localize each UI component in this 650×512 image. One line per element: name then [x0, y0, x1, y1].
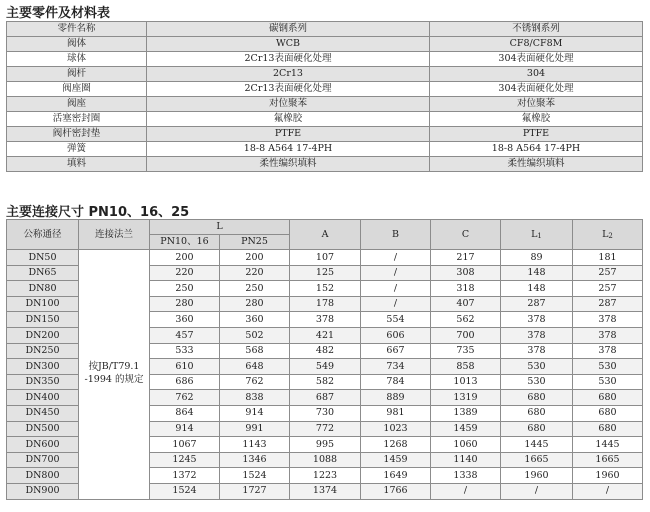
L1-cell: 1665 [501, 452, 573, 468]
C-cell: 1140 [431, 452, 501, 468]
C-cell: 700 [431, 327, 501, 343]
L-pn25-cell: 1727 [220, 483, 290, 499]
dimensions-table [6, 219, 643, 500]
carbon-steel-cell: WCB [147, 37, 430, 52]
nominal-diameter-cell: DN50 [7, 250, 79, 266]
L-pn25-cell: 280 [220, 296, 290, 312]
L-pn10-16-cell: 762 [150, 390, 220, 406]
L2-cell: 1445 [573, 437, 643, 453]
nominal-diameter-cell: DN80 [7, 281, 79, 297]
header-part-name: 零件名称 [7, 22, 147, 37]
dimensions-table-title: 主要连接尺寸 PN10、16、25 [6, 205, 190, 220]
L-pn25-cell: 200 [220, 250, 290, 266]
L1-cell: 530 [501, 374, 573, 390]
stainless-steel-cell: 304表面硬化处理 [430, 52, 643, 67]
A-cell: 582 [290, 374, 361, 390]
L2-cell: 680 [573, 390, 643, 406]
nominal-diameter-cell: DN600 [7, 437, 79, 453]
part-name-cell: 阀杆密封垫 [7, 127, 147, 142]
A-cell: 995 [290, 437, 361, 453]
C-cell: 735 [431, 343, 501, 359]
part-name-cell: 弹簧 [7, 142, 147, 157]
L-pn10-16-cell: 457 [150, 327, 220, 343]
L1-cell: 378 [501, 343, 573, 359]
L1-cell: 680 [501, 405, 573, 421]
A-cell: 730 [290, 405, 361, 421]
L2-cell: 680 [573, 421, 643, 437]
B-cell: / [361, 281, 431, 297]
nominal-diameter-cell: DN500 [7, 421, 79, 437]
L-pn10-16-cell: 864 [150, 405, 220, 421]
L1-cell: 530 [501, 359, 573, 375]
L1-cell: 89 [501, 250, 573, 266]
materials-table-title: 主要零件及材料表 [6, 6, 111, 21]
L2-cell: 530 [573, 374, 643, 390]
B-cell: 606 [361, 327, 431, 343]
flange-standard-cell: 按JB/T79.1 -1994 的规定 [79, 250, 150, 500]
L1-cell: 148 [501, 281, 573, 297]
L-pn10-16-cell: 1524 [150, 483, 220, 499]
stainless-steel-cell: 氟橡胶 [430, 112, 643, 127]
L-pn25-cell: 991 [220, 421, 290, 437]
L-pn10-16-cell: 914 [150, 421, 220, 437]
B-cell: 1649 [361, 468, 431, 484]
L-pn25-cell: 250 [220, 281, 290, 297]
L-pn10-16-cell: 200 [150, 250, 220, 266]
stainless-steel-cell: 柔性编织填料 [430, 157, 643, 172]
L2-cell: 680 [573, 405, 643, 421]
A-cell: 152 [290, 281, 361, 297]
carbon-steel-cell: 2Cr13表面硬化处理 [147, 52, 430, 67]
L2-cell: 378 [573, 343, 643, 359]
header-L1 [501, 220, 573, 250]
L-pn25-cell: 838 [220, 390, 290, 406]
nominal-diameter-cell: DN100 [7, 296, 79, 312]
stainless-steel-cell: 对位聚苯 [430, 97, 643, 112]
header-L2-subscript: 2 [608, 231, 613, 240]
B-cell: 554 [361, 312, 431, 328]
L1-cell: 680 [501, 390, 573, 406]
table-row [7, 97, 643, 112]
C-cell: 1013 [431, 374, 501, 390]
L-pn25-cell: 220 [220, 265, 290, 281]
stainless-steel-cell: PTFE [430, 127, 643, 142]
C-cell: 1338 [431, 468, 501, 484]
A-cell: 421 [290, 327, 361, 343]
L-pn10-16-cell: 1372 [150, 468, 220, 484]
L2-cell: 287 [573, 296, 643, 312]
B-cell: 981 [361, 405, 431, 421]
table-row [7, 112, 643, 127]
L-pn10-16-cell: 610 [150, 359, 220, 375]
L-pn10-16-cell: 360 [150, 312, 220, 328]
table-row [7, 37, 643, 52]
nominal-diameter-cell: DN65 [7, 265, 79, 281]
L1-cell: / [501, 483, 573, 499]
header-L1-main: L [531, 228, 538, 240]
header-C: C [431, 220, 501, 250]
part-name-cell: 球体 [7, 52, 147, 67]
A-cell: 107 [290, 250, 361, 266]
L-pn25-cell: 1524 [220, 468, 290, 484]
nominal-diameter-cell: DN250 [7, 343, 79, 359]
L2-cell: 378 [573, 327, 643, 343]
dimensions-header-row-1 [7, 220, 643, 235]
nominal-diameter-cell: DN350 [7, 374, 79, 390]
L-pn25-cell: 360 [220, 312, 290, 328]
nominal-diameter-cell: DN700 [7, 452, 79, 468]
L1-cell: 680 [501, 421, 573, 437]
L-pn25-cell: 502 [220, 327, 290, 343]
header-A: A [290, 220, 361, 250]
L2-cell: 530 [573, 359, 643, 375]
L2-cell: 1665 [573, 452, 643, 468]
header-L2 [573, 220, 643, 250]
stainless-steel-cell: 304表面硬化处理 [430, 82, 643, 97]
L2-cell: 257 [573, 265, 643, 281]
A-cell: 125 [290, 265, 361, 281]
header-L: L [150, 220, 290, 235]
B-cell: 1268 [361, 437, 431, 453]
L-pn25-cell: 914 [220, 405, 290, 421]
carbon-steel-cell: 柔性编织填料 [147, 157, 430, 172]
B-cell: 734 [361, 359, 431, 375]
A-cell: 549 [290, 359, 361, 375]
materials-table [6, 21, 643, 172]
header-L2-main: L [602, 228, 609, 240]
part-name-cell: 阀杆 [7, 67, 147, 82]
nominal-diameter-cell: DN200 [7, 327, 79, 343]
carbon-steel-cell: 18-8 A564 17-4PH [147, 142, 430, 157]
table-row [7, 142, 643, 157]
nominal-diameter-cell: DN300 [7, 359, 79, 375]
B-cell: 784 [361, 374, 431, 390]
A-cell: 687 [290, 390, 361, 406]
C-cell: 1319 [431, 390, 501, 406]
table-row [7, 52, 643, 67]
stainless-steel-cell: 304 [430, 67, 643, 82]
L2-cell: 378 [573, 312, 643, 328]
header-nominal-diameter: 公称通径 [7, 220, 79, 250]
table-row [7, 157, 643, 172]
L-pn25-cell: 1346 [220, 452, 290, 468]
L1-cell: 287 [501, 296, 573, 312]
header-L-pn25: PN25 [220, 235, 290, 250]
L2-cell: / [573, 483, 643, 499]
stainless-steel-cell: 18-8 A564 17-4PH [430, 142, 643, 157]
A-cell: 1374 [290, 483, 361, 499]
part-name-cell: 阀座 [7, 97, 147, 112]
L-pn10-16-cell: 1245 [150, 452, 220, 468]
B-cell: 1459 [361, 452, 431, 468]
nominal-diameter-cell: DN800 [7, 468, 79, 484]
nominal-diameter-cell: DN150 [7, 312, 79, 328]
L-pn10-16-cell: 250 [150, 281, 220, 297]
C-cell: 318 [431, 281, 501, 297]
A-cell: 772 [290, 421, 361, 437]
L-pn25-cell: 568 [220, 343, 290, 359]
B-cell: / [361, 250, 431, 266]
part-name-cell: 活塞密封圈 [7, 112, 147, 127]
L-pn10-16-cell: 220 [150, 265, 220, 281]
part-name-cell: 填料 [7, 157, 147, 172]
header-L1-subscript: 1 [537, 231, 542, 240]
B-cell: 889 [361, 390, 431, 406]
table-row [7, 250, 643, 266]
C-cell: 308 [431, 265, 501, 281]
carbon-steel-cell: 2Cr13 [147, 67, 430, 82]
A-cell: 482 [290, 343, 361, 359]
C-cell: 1060 [431, 437, 501, 453]
L1-cell: 1960 [501, 468, 573, 484]
C-cell: 1389 [431, 405, 501, 421]
L-pn10-16-cell: 1067 [150, 437, 220, 453]
A-cell: 378 [290, 312, 361, 328]
header-L-pn10-16: PN10、16 [150, 235, 220, 250]
L1-cell: 378 [501, 327, 573, 343]
C-cell: 1459 [431, 421, 501, 437]
part-name-cell: 阀体 [7, 37, 147, 52]
L1-cell: 1445 [501, 437, 573, 453]
B-cell: 667 [361, 343, 431, 359]
L-pn25-cell: 762 [220, 374, 290, 390]
header-connection-flange: 连接法兰 [79, 220, 150, 250]
A-cell: 1088 [290, 452, 361, 468]
B-cell: / [361, 296, 431, 312]
C-cell: 562 [431, 312, 501, 328]
L1-cell: 148 [501, 265, 573, 281]
L-pn10-16-cell: 533 [150, 343, 220, 359]
L2-cell: 257 [573, 281, 643, 297]
B-cell: 1766 [361, 483, 431, 499]
C-cell: 858 [431, 359, 501, 375]
L2-cell: 181 [573, 250, 643, 266]
carbon-steel-cell: 2Cr13表面硬化处理 [147, 82, 430, 97]
stainless-steel-cell: CF8/CF8M [430, 37, 643, 52]
B-cell: 1023 [361, 421, 431, 437]
table-row [7, 127, 643, 142]
carbon-steel-cell: PTFE [147, 127, 430, 142]
L1-cell: 378 [501, 312, 573, 328]
L-pn25-cell: 648 [220, 359, 290, 375]
L2-cell: 1960 [573, 468, 643, 484]
C-cell: / [431, 483, 501, 499]
table-row [7, 82, 643, 97]
C-cell: 407 [431, 296, 501, 312]
nominal-diameter-cell: DN900 [7, 483, 79, 499]
L-pn10-16-cell: 686 [150, 374, 220, 390]
carbon-steel-cell: 对位聚苯 [147, 97, 430, 112]
carbon-steel-cell: 氟橡胶 [147, 112, 430, 127]
header-stainless-steel: 不锈钢系列 [430, 22, 643, 37]
L-pn25-cell: 1143 [220, 437, 290, 453]
header-B: B [361, 220, 431, 250]
nominal-diameter-cell: DN400 [7, 390, 79, 406]
materials-header-row [7, 22, 643, 37]
part-name-cell: 阀座圈 [7, 82, 147, 97]
header-carbon-steel: 碳钢系列 [147, 22, 430, 37]
C-cell: 217 [431, 250, 501, 266]
A-cell: 1223 [290, 468, 361, 484]
A-cell: 178 [290, 296, 361, 312]
nominal-diameter-cell: DN450 [7, 405, 79, 421]
table-row [7, 67, 643, 82]
L-pn10-16-cell: 280 [150, 296, 220, 312]
B-cell: / [361, 265, 431, 281]
